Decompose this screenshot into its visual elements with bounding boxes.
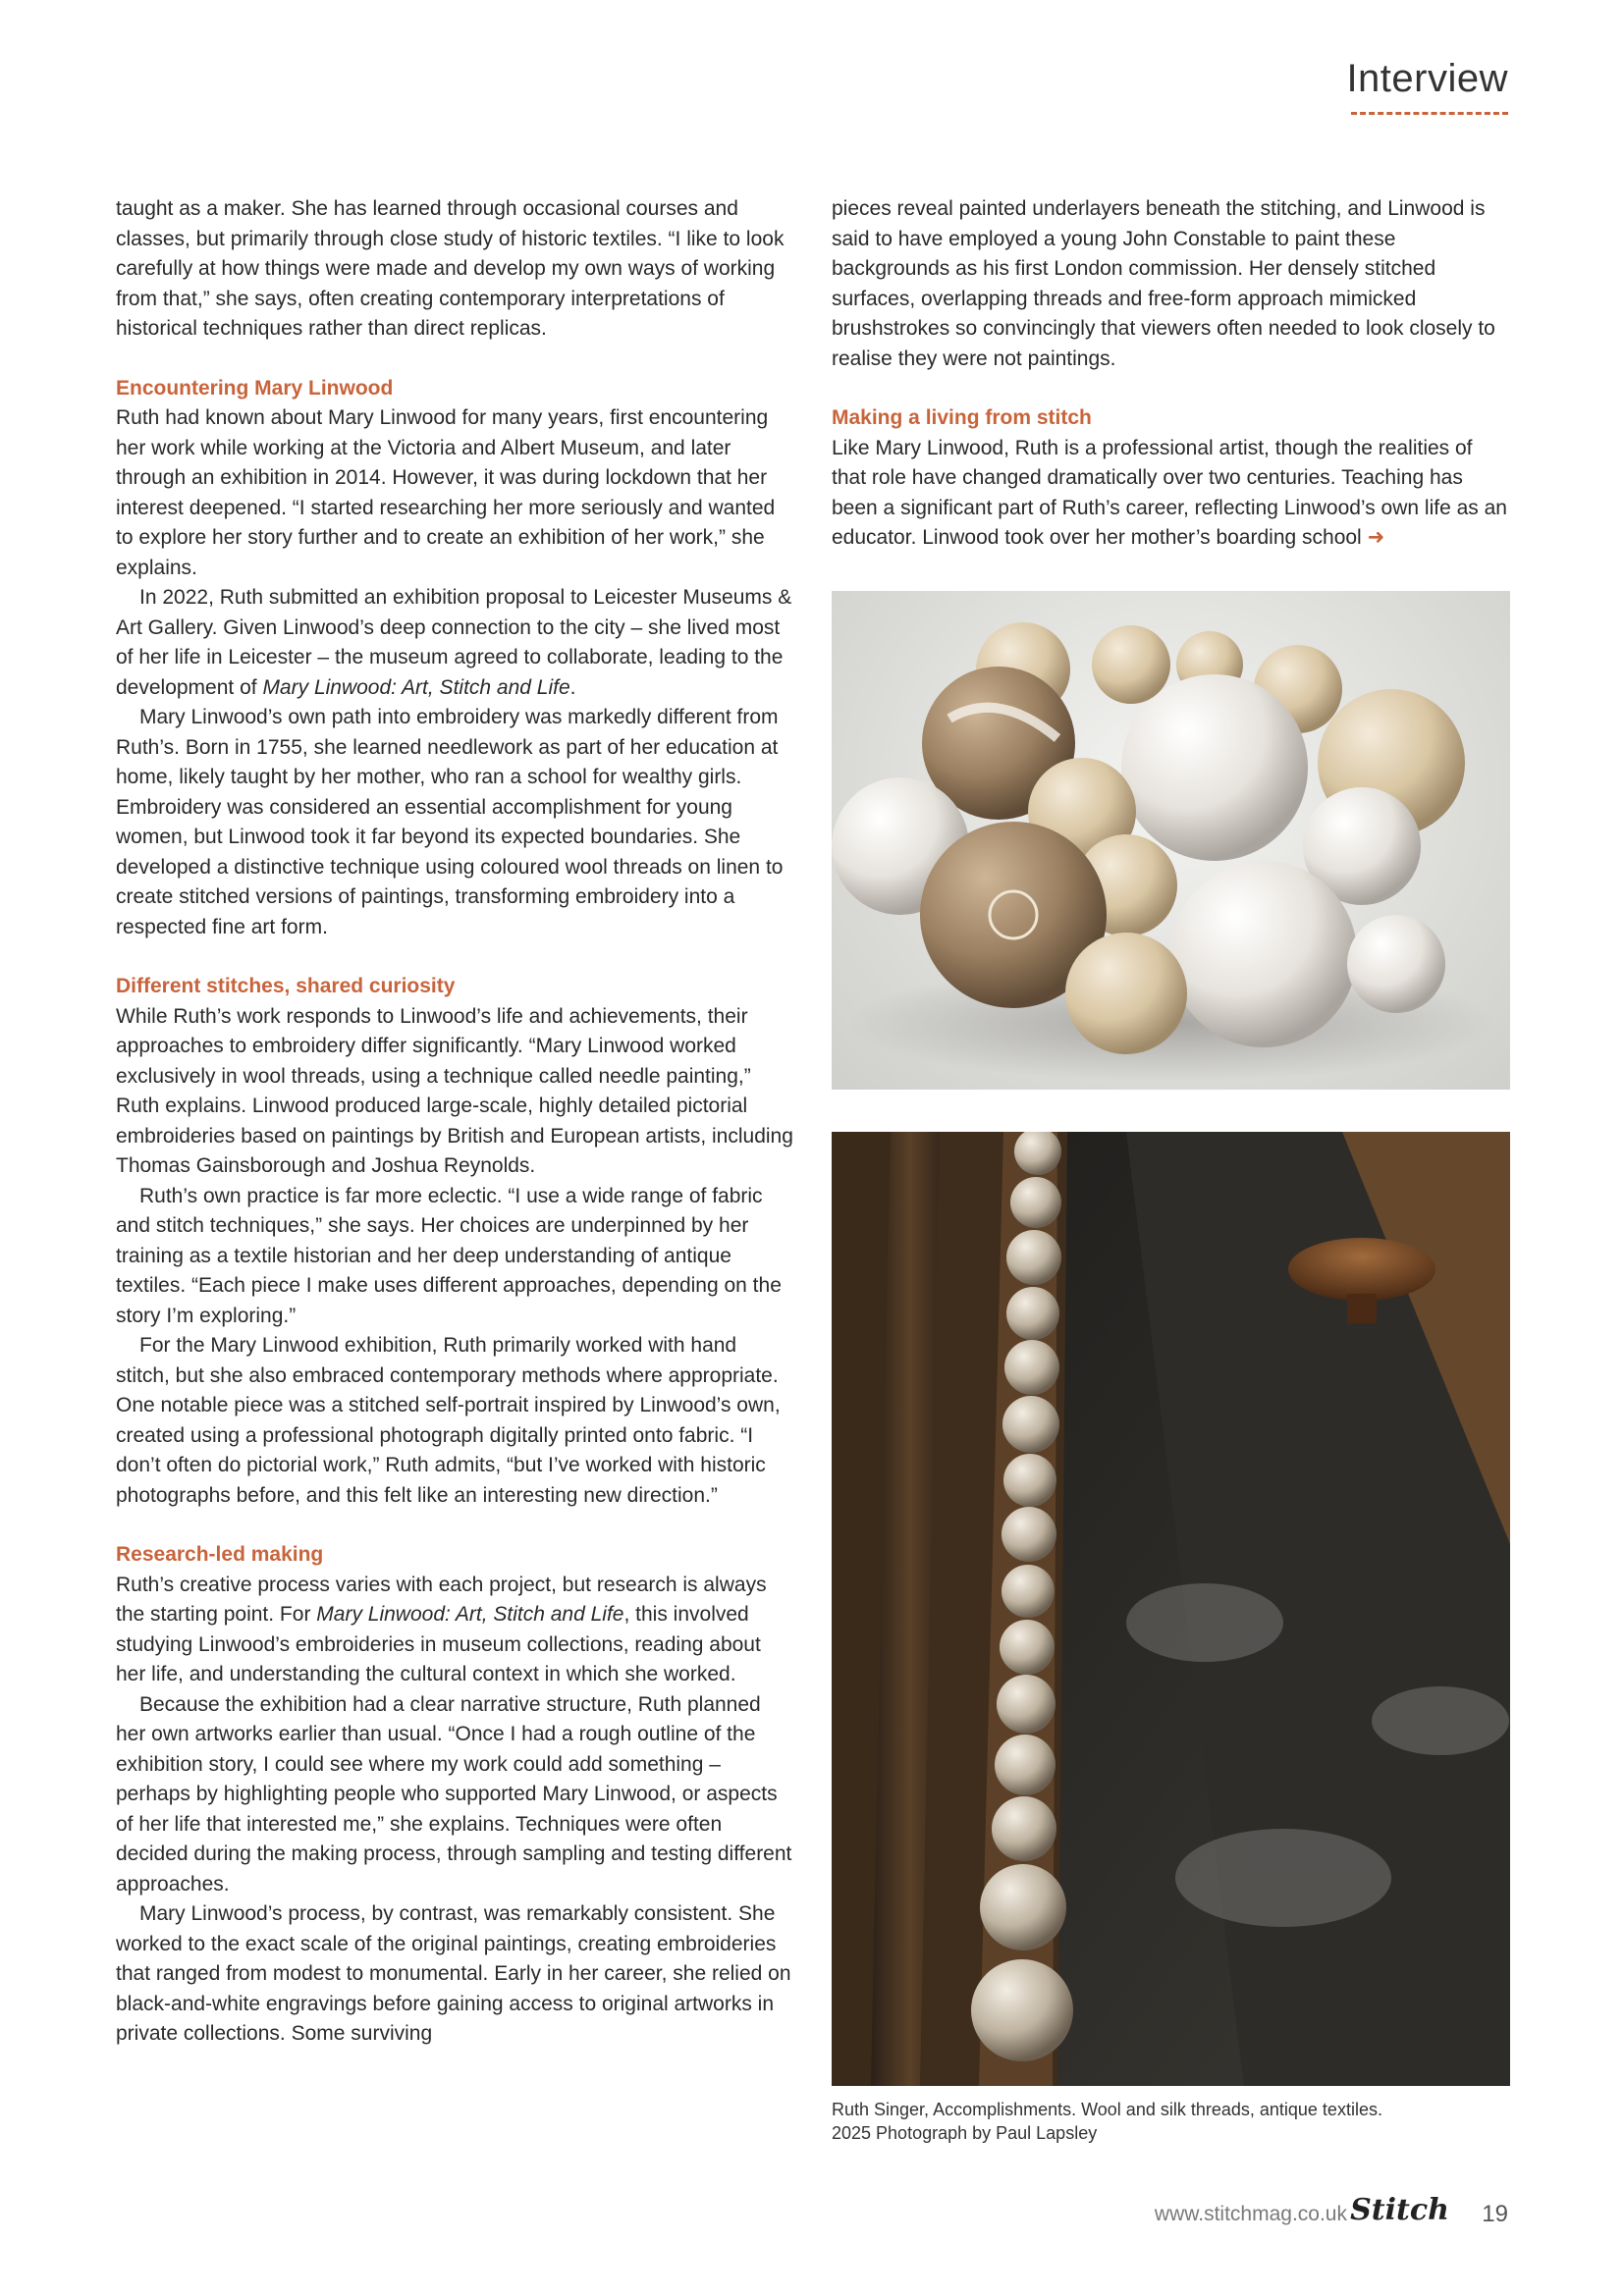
stitched-balls-illustration	[832, 591, 1510, 1090]
photo-stitched-balls-pile	[832, 591, 1510, 1090]
paragraph: Mary Linwood’s process, by contrast, was remarkably consistent. She worked to the exact scale of the original paintings, creating embroideries that ranged from modest to monumental. Early in her career, she relied on black-and-white engravings before gaining access to original artworks in private collections. Some surviving	[116, 1902, 791, 2045]
paragraph: Mary Linwood’s own path into embroidery was markedly different from Ruth’s. Born in 1755, she learned needlework as part of her education at home, likely taught by her mother, who ran a school for wealthy girls. Embroidery was considered an essential accomplishment for young women, but Linwood took it far beyond its expected boundaries. She developed a distinctive technique using coloured wool threads on linen to create stitched versions of paintings, transforming embroidery into a respected fine art form.	[116, 706, 784, 938]
subheading-encountering: Encountering Mary Linwood	[116, 376, 394, 400]
paragraph	[116, 583, 793, 703]
page-number: 19	[1482, 2201, 1508, 2227]
paragraph-intro: taught as a maker. She has learned through occasional courses and classes, but primarily through close study of historic textiles. “I like to look carefully at how things were made and develop my own ways of working from that,” she says, often creating contemporary interpretations of historical techniques rather than direct replicas.	[116, 197, 785, 340]
text-run: Ruth’s creative process varies with each project, but research is always the starting point. For	[116, 1573, 767, 1626]
exhibition-title: Mary Linwood: Art, Stitch and Life	[262, 675, 570, 699]
paragraph-continued: pieces reveal painted underlayers beneath the stitching, and Linwood is said to have employed a young John Constable to paint these backgrounds as his first London commission. Her densely stitched surfaces, overlapping threads and free-form approach mimicked brushstrokes so convincingly that viewers often needed to look closely to realise they were not paintings.	[832, 197, 1495, 370]
caption-line: Ruth Singer, Accomplishments. Wool and silk threads, antique textiles.	[832, 2100, 1382, 2119]
paragraph: Ruth’s own practice is far more eclectic. “I use a wide range of fabric and stitch techniques,” she says. Her choices are underpinned by her training as a textile historian and her deep understanding of antique textiles. “Each piece I make uses different approaches, depending on the story I’m exploring.”	[116, 1184, 782, 1327]
text-run: Like Mary Linwood, Ruth is a professional artist, though the realities of that role have changed dramatically over two centuries. Teaching has been a significant part of Ruth’s career, reflecting Linwood’s own life as an educator. Linwood took over her mother’s boarding school	[832, 436, 1507, 549]
photo-caption	[832, 2098, 1519, 2145]
left-column	[116, 194, 793, 2050]
paragraph: Because the exhibition had a clear narrative structure, Ruth planned her own artworks earlier than usual. “Once I had a rough outline of the exhibition story, I could see where my work could add something – perhaps by highlighting people who supported Mary Linwood, or aspects of her life that interested me,” she explains. Techniques were often decided during the making process, through sampling and testing different approaches.	[116, 1692, 792, 1896]
paragraph: While Ruth’s work responds to Linwood’s life and achievements, their approaches to embroidery differ significantly. “Mary Linwood worked exclusively in wool threads, using a technique called needle painting,” Ruth explains. Linwood produced large-scale, highly detailed pictorial embroideries based on paintings by British and European artists, including Thomas Gainsborough and Joshua Reynolds.	[116, 1004, 793, 1177]
stitch-logo: Stitch	[1350, 2193, 1449, 2227]
section-label: Interview	[1346, 57, 1508, 100]
right-column	[832, 194, 1511, 554]
paragraph	[832, 434, 1511, 554]
caption-line: 2025 Photograph by Paul Lapsley	[832, 2123, 1098, 2143]
footer-website-link[interactable]: www.stitchmag.co.uk	[1154, 2203, 1347, 2225]
trough-illustration	[832, 1132, 1510, 2086]
subheading-research-led: Research-led making	[116, 1543, 324, 1566]
exhibition-title: Mary Linwood: Art, Stitch and Life	[316, 1603, 624, 1626]
text-run: .	[569, 675, 576, 699]
text-run: , this involved studying Linwood’s embroideries in museum collections, reading about her life, and understanding the cultural context in which she worked.	[116, 1603, 761, 1685]
continue-arrow-icon: ➜	[1367, 526, 1385, 549]
photo-balls-in-wooden-trough	[832, 1132, 1510, 2086]
section-dashed-rule	[1351, 112, 1508, 115]
paragraph: For the Mary Linwood exhibition, Ruth primarily worked with hand stitch, but she also embraced contemporary methods where appropriate. One notable piece was a stitched self-portrait inspired by Linwood’s own, created using a professional photograph digitally printed onto fabric. “I don’t often do pictorial work,” Ruth admits, “but I’ve worked with historic photographs before, and this felt like an interesting new direction.”	[116, 1334, 781, 1507]
paragraph	[116, 1571, 793, 1690]
text-run: In 2022, Ruth submitted an exhibition proposal to Leicester Museums & Art Gallery. Given Linwood’s deep connection to the city – she lived most of her life in Leicester – the museum agreed to collaborate, leading to the development of	[116, 586, 792, 699]
subheading-making-a-living: Making a living from stitch	[832, 406, 1092, 429]
subheading-different-stitches: Different stitches, shared curiosity	[116, 975, 456, 997]
paragraph: Ruth had known about Mary Linwood for many years, first encountering her work while working at the Victoria and Albert Museum, and later through an exhibition in 2014. However, it was during lockdown that her interest deepened. “I started researching her more seriously and wanted to explore her story further and to create an exhibition of her work,” she explains.	[116, 406, 776, 579]
